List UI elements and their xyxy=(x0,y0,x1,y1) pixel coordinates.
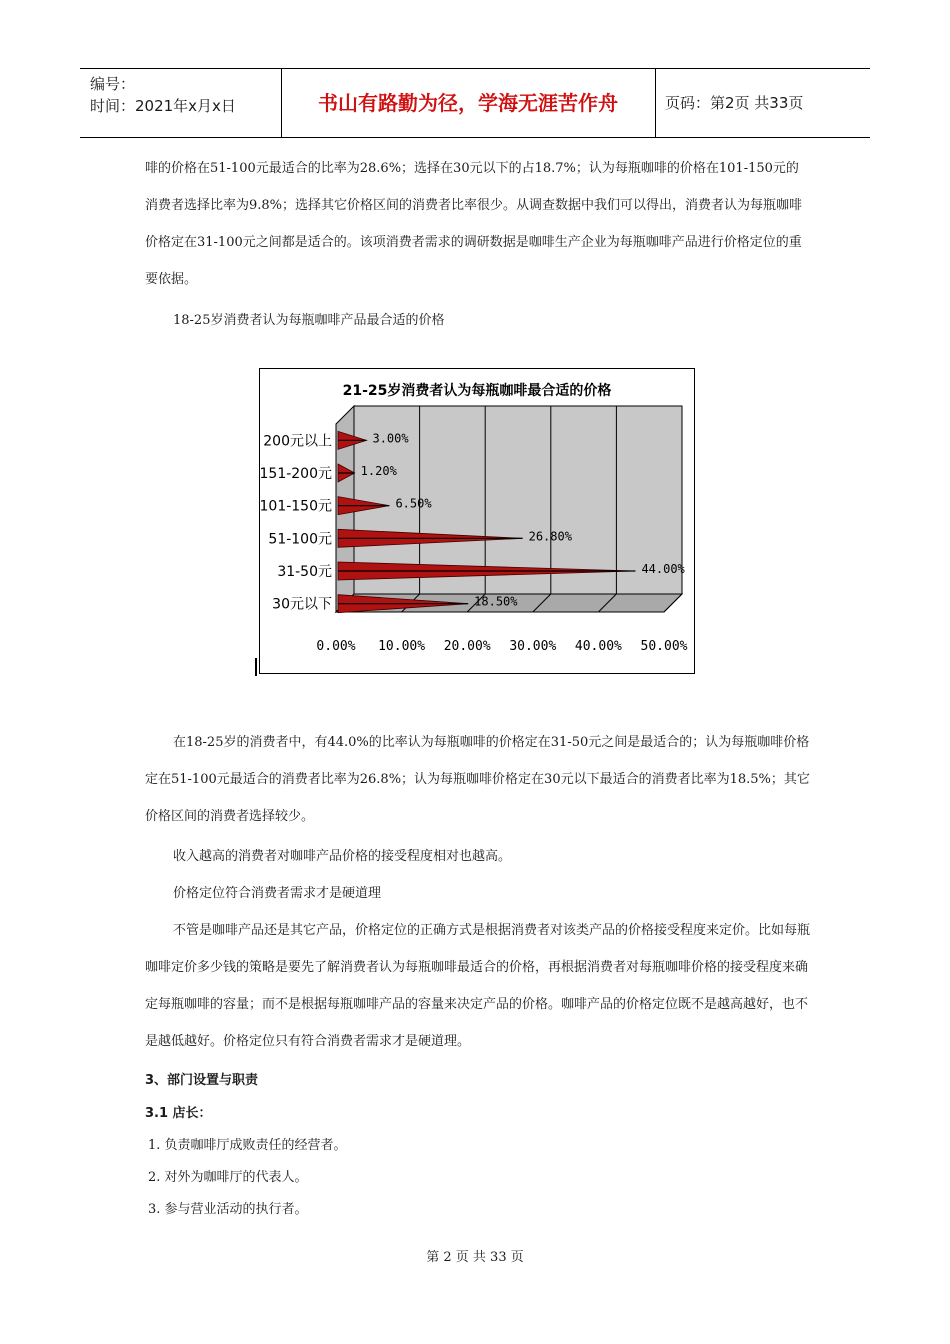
x-tick-label: 10.00% xyxy=(378,639,426,654)
body-paragraph: 在18-25岁的消费者中，有44.0%的比率认为每瓶咖啡的价格定在31-50元之间是最适合的；认为每瓶咖啡价格定在51-100元最适合的消费者比率为26.8%；认为每瓶咖啡价格定在30元以下最适合的消费者比率为18.5%；其它价格区间的消费者选择较少。 xyxy=(145,735,810,824)
x-tick-label: 30.00% xyxy=(509,639,557,654)
body-paragraph: 收入越高的消费者对咖啡产品价格的接受程度相对也越高。 xyxy=(173,849,512,864)
data-label: 26.80% xyxy=(528,529,572,544)
chart-canvas xyxy=(259,368,695,674)
body-paragraph: 不管是咖啡产品还是其它产品，价格定位的正确方式是根据消费者对该类产品的价格接受程度来定价。比如每瓶咖啡定价多少钱的策略是要先了解消费者认为每瓶咖啡最适合的价格，再根据消费者对每瓶咖啡价格的接受程度来确定每瓶咖啡的容量；而不是根据每瓶咖啡产品的容量来决定产品的价格。咖啡产品的价格定位既不是越高越好，也不是越低越好。价格定位只有符合消费者需求才是硬道理。 xyxy=(145,923,811,1049)
x-tick-label: 40.00% xyxy=(574,639,622,654)
x-tick-label: 50.00% xyxy=(640,639,688,654)
chart-caption: 18-25岁消费者认为每瓶咖啡产品最合适的价格 xyxy=(173,313,445,328)
y-category-label: 151-200元 xyxy=(259,466,332,482)
page-footer: 第 2 页 共 33 页 xyxy=(426,1250,524,1265)
section-subheading: 3.1 店长： xyxy=(145,1106,212,1121)
section-heading: 3、部门设置与职责 xyxy=(145,1073,259,1088)
page-header xyxy=(80,68,870,138)
header-info xyxy=(90,73,236,117)
price-chart xyxy=(259,368,695,674)
data-label: 3.00% xyxy=(372,431,409,446)
header-divider xyxy=(655,69,656,137)
body-paragraph: 啡的价格在51-100元最适合的比率为28.6%；选择在30元以下的占18.7%；认为每瓶咖啡的价格在101-150元的消费者选择比率为9.8%；选择其它价格区间的消费者比率很少。从调查数据中我们可以得出，消费者认为每瓶咖啡价格定在31-100元之间都是适合的。该项消费者需求的调研数据是咖啡生产企业为每瓶咖啡产品进行价格定位的重要依据。 xyxy=(145,161,803,287)
header-page-number: 页码：第2页 共33页 xyxy=(665,94,804,112)
data-label: 1.20% xyxy=(360,464,397,478)
y-category-label: 31-50元 xyxy=(277,564,332,580)
x-tick-label: 0.00% xyxy=(316,639,356,654)
body-paragraph: 价格定位符合消费者需求才是硬道理 xyxy=(173,886,382,901)
y-category-label: 51-100元 xyxy=(268,531,332,548)
doc-number-label: 编号： xyxy=(90,75,136,93)
list-item: 2. 对外为咖啡厅的代表人。 xyxy=(148,1170,308,1185)
data-label: 6.50% xyxy=(395,496,432,511)
data-label: 18.50% xyxy=(474,594,518,609)
chart-title: 21-25岁消费者认为每瓶咖啡最合适的价格 xyxy=(342,383,612,399)
text-cursor xyxy=(255,658,257,676)
doc-time-label: 时间：2021年x月x日 xyxy=(90,97,236,115)
list-item: 1. 负责咖啡厅成败责任的经营者。 xyxy=(148,1138,347,1153)
y-category-label: 200元以上 xyxy=(263,433,332,450)
y-category-label: 30元以下 xyxy=(272,596,332,613)
data-label: 44.00% xyxy=(641,562,685,576)
x-tick-label: 20.00% xyxy=(443,639,491,654)
header-motto: 书山有路勤为径，学海无涯苦作舟 xyxy=(318,91,618,115)
list-item: 3. 参与营业活动的执行者。 xyxy=(148,1202,308,1217)
y-category-label: 101-150元 xyxy=(259,498,332,515)
